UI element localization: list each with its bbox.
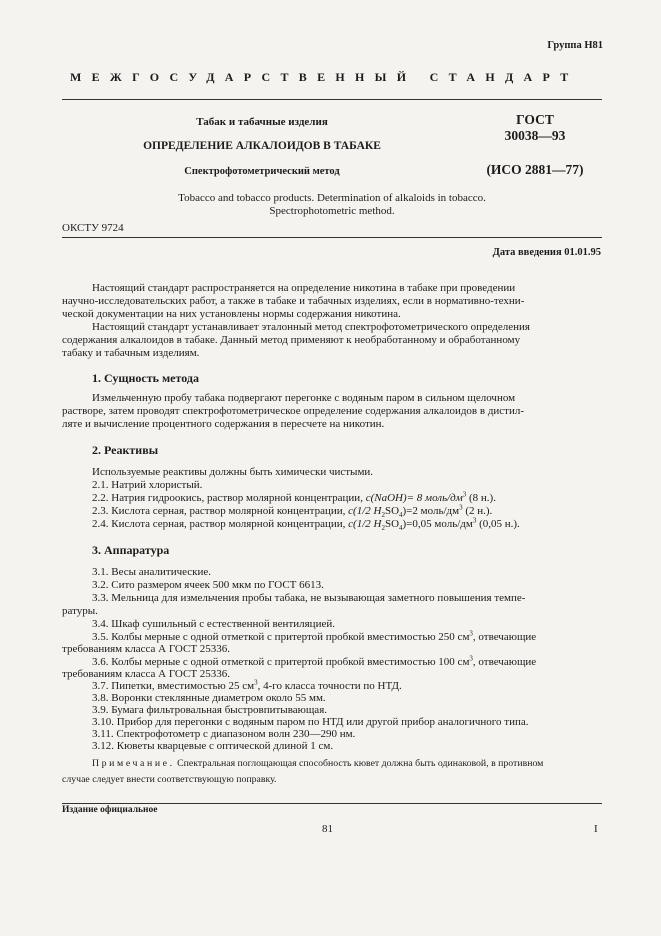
apparatus-3-9: 3.9. Бумага фильтровальная быстровпитывающая. — [92, 704, 328, 716]
section-2-heading: 2. Реактивы — [92, 443, 159, 457]
section-3-heading: 3. Аппаратура — [92, 543, 170, 557]
section-1-heading: 1. Сущность метода — [92, 371, 199, 385]
apparatus-3-2: 3.2. Сито размером ячеек 500 мкм по ГОСТ 6613. — [92, 579, 324, 591]
apparatus-3-4: 3.4. Шкаф сушильный с естественной вентиляцией. — [92, 618, 335, 630]
apparatus-3-6-line2: требованиям класса А ГОСТ 25336. — [62, 668, 231, 680]
section-1-line3: ляте и вычисление процентного содержания в пересчете на никотин. — [62, 418, 385, 430]
gost-number: 30038—93 — [504, 128, 566, 143]
intro-p2-line1: Настоящий стандарт устанавливает эталонный метод спектрофотометрического определения — [92, 321, 530, 333]
apparatus-3-10: 3.10. Прибор для перегонки с водяным паром по НТД или другой прибор аналогичного типа. — [92, 716, 529, 728]
intro-p1-line1: Настоящий стандарт распространяется на определение никотина в табаке при проведении — [92, 282, 516, 294]
official-edition: Издание официальное — [62, 805, 158, 815]
intro-p2-line2: содержания алкалоидов в табаке. Данный метод применяют к необработанному и обработанному — [62, 334, 521, 346]
section-1-line2: растворе, затем проводят спектрофотометрическое определение содержания алкалоидов в дистил- — [62, 405, 525, 417]
apparatus-3-6-line1: 3.6. Колбы мерные с одной отметкой с притертой пробкой вместимостью 100 $см^3$, отвечающие — [92, 654, 537, 668]
apparatus-3-5-line1: 3.5. Колбы мерные с одной отметкой с притертой пробкой вместимостью 250 $см^3$, отвечающие — [92, 629, 537, 643]
apparatus-3-1: 3.1. Весы аналитические. — [92, 566, 212, 578]
reagent-2-1: 2.1. Натрий хлористый. — [92, 479, 203, 491]
note-line1: Примечание. Спектральная поглощающая способность кювет должна быть одинаковой, в противном — [92, 758, 544, 769]
top-divider — [62, 99, 602, 100]
english-title-line-1: Tobacco and tobacco products. Determination of alkaloids in tobacco. — [178, 192, 486, 204]
apparatus-3-3-line2: ратуры. — [62, 605, 98, 617]
apparatus-3-8: 3.8. Воронки стеклянные диаметром около 55 мм. — [92, 692, 326, 704]
reagent-2-3: 2.3. Кислота серная, раствор молярной концентрации, c(1/2 $H_2SO_4)=2$ моль/$дм^3$ (2 н.). — [92, 503, 493, 520]
section-1-line1: Измельченную пробу табака подвергают перегонке с водяным паром в сильном щелочном — [92, 392, 516, 404]
reagent-2-4: 2.4. Кислота серная, раствор молярной концентрации, c(1/2 $H_2SO_4)=0,05$ моль/$дм^3$ (0,05 н.). — [92, 516, 520, 533]
okstu-code: ОКСТУ 9724 — [62, 222, 124, 234]
section-2-intro: Используемые реактивы должны быть химически чистыми. — [92, 466, 374, 478]
reagent-2-2: 2.2. Натрия гидроокись, раствор молярной концентрации, c(NaOH)= 8 моль/$дм^3$ (8 н.). — [92, 490, 496, 504]
apparatus-3-11: 3.11. Спектрофотометр с диапазоном волн 230—290 нм. — [92, 728, 356, 740]
intro-p1-line3: ческой документации на них установлены нормы содержания никотина. — [62, 308, 401, 320]
apparatus-3-5-line2: требованиям класса А ГОСТ 25336. — [62, 643, 231, 655]
date-of-introduction: Дата введения 01.01.95 — [492, 247, 601, 258]
interstate-standard-heading: МЕЖГОСУДАРСТВЕННЫЙ СТАНДАРТ — [70, 70, 579, 84]
page-mark-right: I — [594, 823, 598, 835]
page-number: 81 — [322, 823, 333, 835]
gost-designation — [470, 112, 600, 144]
header-divider — [62, 237, 602, 238]
gost-label: ГОСТ — [516, 112, 554, 127]
note-line2: случае следует внести соответствующую поправку. — [62, 774, 277, 785]
intro-p1-line2: научно-исследовательских работ, а также в табаке и табачных изделиях, если в нормативно-техни- — [62, 295, 525, 307]
intro-p2-line3: табаку и табачным изделиям. — [62, 347, 200, 359]
english-title-line-2: Spectrophotometric method. — [269, 205, 395, 217]
group-code: Группа Н81 — [547, 40, 603, 51]
footer-divider — [62, 803, 602, 804]
title-line-2: ОПРЕДЕЛЕНИЕ АЛКАЛОИДОВ В ТАБАКЕ — [143, 140, 381, 152]
apparatus-3-7: 3.7. Пипетки, вместимостью 25 $см^3$, 4-го класса точности по НТД. — [92, 678, 402, 692]
title-line-1: Табак и табачные изделия — [196, 116, 328, 128]
note-label: Примечание. — [92, 758, 175, 769]
iso-reference: (ИСО 2881—77) — [486, 162, 584, 177]
title-line-3: Спектрофотометрический метод — [184, 166, 340, 177]
apparatus-3-3-line1: 3.3. Мельница для измельчения пробы табака, не вызывающая заметного повышения темпе- — [92, 592, 526, 604]
apparatus-3-12: 3.12. Кюветы кварцевые с оптической длиной 1 см. — [92, 740, 334, 752]
english-title — [62, 192, 602, 218]
